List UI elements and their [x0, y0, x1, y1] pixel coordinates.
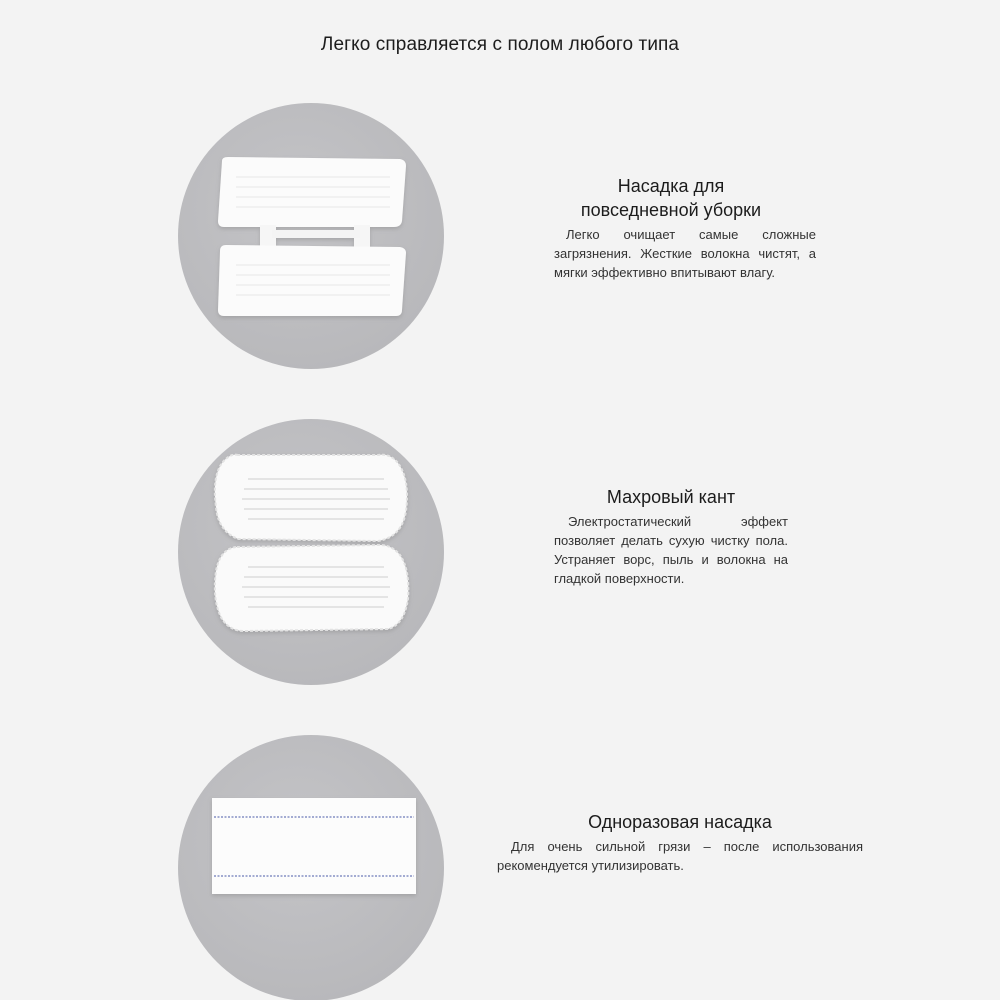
feature-title: [560, 485, 782, 509]
feature-description: Электростатический эффект позволяет делать сухую чистку пола. Устраняет ворс, пыль и волокна на гладкой поверхности.: [554, 514, 788, 586]
page-title: Легко справляется с полом любого типа: [320, 34, 680, 55]
feature-title: [540, 810, 820, 834]
feature-title-line: Насадка для: [617, 176, 725, 196]
feature-description: Для очень сильной грязи – после использования рекомендуется утилизировать.: [497, 839, 863, 873]
feature-title-line: Одноразовая насадка: [588, 812, 772, 832]
microfiber-flat-pad-image: [178, 103, 444, 369]
terry-edge-pad-image: [178, 419, 444, 685]
feature-title: [560, 174, 782, 222]
terry-edge-pad-icon: [178, 419, 444, 685]
feature-title-line: повседневной уборки: [580, 200, 762, 220]
feature-title-line: Махровый кант: [606, 487, 736, 507]
feature-description: Легко очищает самые сложные загрязнения. Жесткие волокна чистят, а мягки эффективно впитывают влагу.: [554, 227, 816, 280]
disposable-pad-icon: [178, 735, 444, 1000]
disposable-pad-image: [178, 735, 444, 1000]
microfiber-flat-pad-icon: [178, 103, 444, 369]
